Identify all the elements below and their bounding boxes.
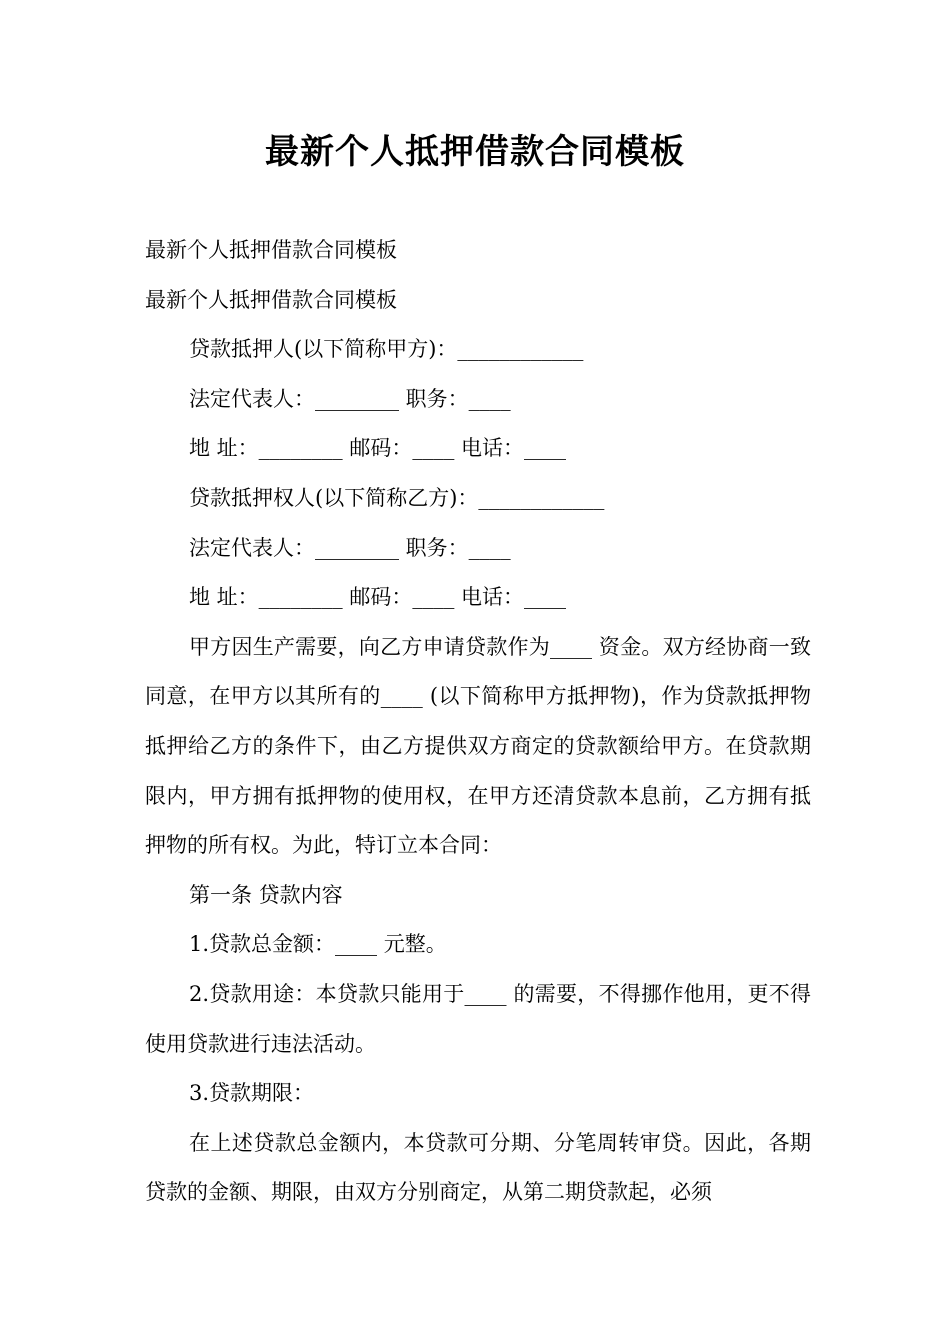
- article-heading: 第一条 贷款内容: [189, 882, 343, 907]
- party-a-address-field: 地 址：________ 邮码：____ 电话：____: [189, 436, 567, 461]
- subtitle-line: 最新个人抵押借款合同模板: [145, 238, 397, 262]
- party-b-address-field: 地 址：________ 邮码：____ 电话：____: [189, 585, 567, 610]
- party-a-name-field: 贷款抵押人(以下简称甲方)：____________: [189, 337, 584, 362]
- party-b-name-field: 贷款抵押权人(以下简称乙方)：____________: [189, 485, 605, 510]
- loan-term-paragraph: 在上述贷款总金额内，本贷款可分期、分笔周转审贷。因此，各期贷款的金额、期限，由双方分别商定，从第二期贷款起，必须: [145, 1130, 811, 1205]
- document-body: [145, 226, 811, 1218]
- loan-purpose-clause: 2.贷款用途：本贷款只能用于____ 的需要，不得挪作他用，更不得使用贷款进行违法活动。: [145, 981, 811, 1056]
- party-a-representative-field: 法定代表人：________ 职务：____: [189, 386, 511, 411]
- loan-amount-clause: 1.贷款总金额：____ 元整。: [189, 932, 447, 957]
- document-title: 最新个人抵押借款合同模板: [265, 132, 685, 172]
- preamble-paragraph: 甲方因生产需要，向乙方申请贷款作为____ 资金。双方经协商一致同意，在甲方以其所有的____ (以下简称甲方抵押物)，作为贷款抵押物抵押给乙方的条件下，由乙方提供双方商定的贷款额给甲方。在贷款期限内，甲方拥有抵押物的使用权，在甲方还清贷款本息前，乙方拥有抵押物的所有权。为此，特订立本合同：: [145, 634, 811, 858]
- subtitle-line: 最新个人抵押借款合同模板: [145, 287, 397, 312]
- loan-term-heading: 3.贷款期限：: [189, 1081, 315, 1106]
- party-b-representative-field: 法定代表人：________ 职务：____: [189, 535, 511, 560]
